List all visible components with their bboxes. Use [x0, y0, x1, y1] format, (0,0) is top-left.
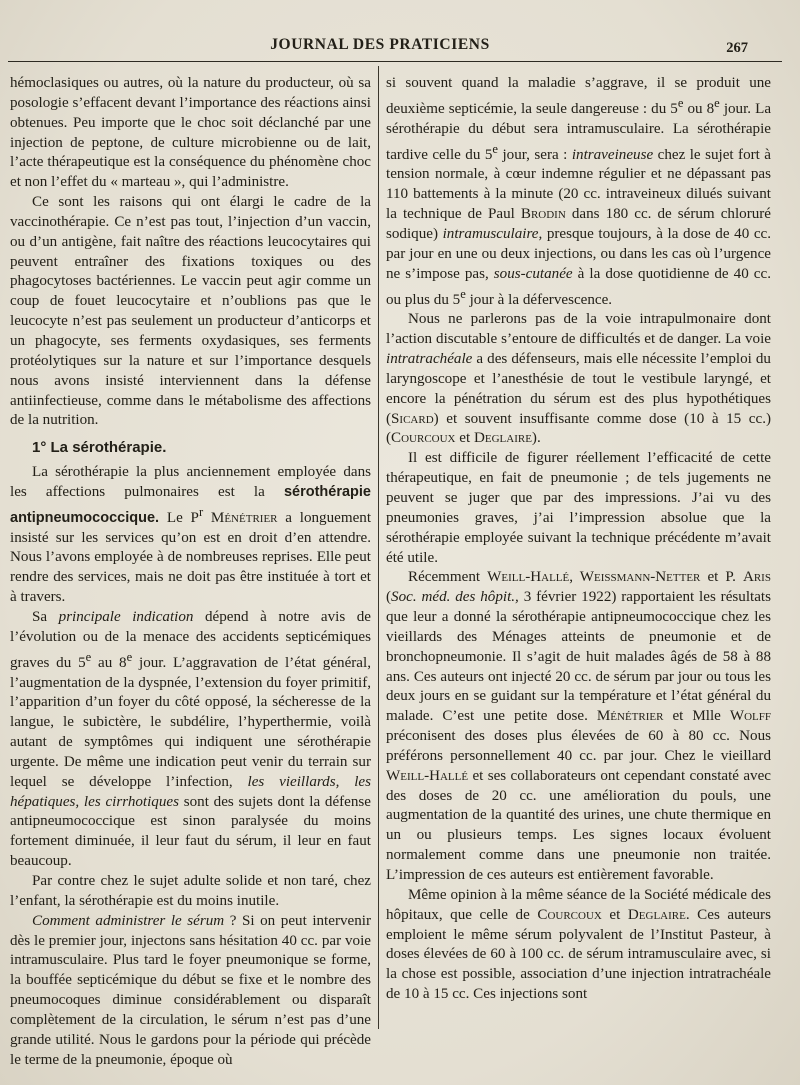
text-run: et P.	[707, 569, 736, 586]
page-number: 267	[726, 40, 748, 56]
italic-term: intratrachéale	[386, 351, 473, 368]
text-run: et	[459, 430, 471, 447]
paragraph	[10, 463, 371, 608]
italic-term: principale indication	[58, 608, 194, 625]
text-run: dépend à notre avis de l’évolution ou de la menace des accidents septicémiques graves du 5	[10, 608, 371, 671]
italic-term: les vieillards, les hépatiques, les cirrhotiques	[10, 773, 371, 810]
bold-term: sérothérapie antipneumococcique.	[10, 483, 371, 526]
left-column	[10, 74, 371, 1070]
text-run: (	[386, 589, 392, 606]
text-run: et Mlle	[672, 708, 721, 725]
text-run: ou 8	[687, 100, 715, 117]
text-run: Sa	[32, 608, 48, 625]
superscript: e	[714, 95, 720, 110]
author-name: Weill-Hallé, Weissmann-Netter	[487, 569, 701, 586]
italic-term: intraveineuse	[571, 146, 654, 163]
author-name: Weill-Hallé	[386, 767, 469, 784]
paragraph: hémoclasiques ou autres, où la nature du producteur, où sa posologie s’effacent devant l’importance des réactions ainsi obtenues. Peu importe que le choc soit déclanché par une injection de peptone, de culture microbienne ou de lait, l’acte thérapeutique est la conséquence du phénomène choc et non l’effet du « marteau », qui l’administre.	[10, 75, 372, 191]
text-run: La sérothérapie la plus anciennement employée dans les affections pulmonaires est la	[10, 464, 371, 500]
paragraph	[10, 912, 371, 1071]
text-run: Ces auteurs emploient le même sérum polyvalent de l’Institut Pasteur, à doses élevées de 60 à 100 cc. de sérum intramusculaire avec, si la chose est possible, association d’une injection intratrachéale de 10 à 15 cc. Ces injections sont	[386, 906, 771, 1003]
paragraph	[386, 886, 771, 1005]
section-number: 1°	[32, 439, 47, 457]
text-run: presque toujours, à la dose de 40 cc. par jour en une ou deux injections, ou dans les cas où l’urgence ne s’impose pas,	[386, 225, 772, 282]
paragraph	[10, 608, 371, 872]
paragraph	[386, 568, 771, 886]
column-divider	[378, 66, 379, 1029]
paragraph	[386, 74, 771, 310]
superscript: e	[460, 286, 466, 301]
section-heading	[32, 438, 371, 458]
running-header	[0, 36, 800, 64]
text-run: ? Si on peut intervenir dès le premier jour, injectons sans hésitation 40 cc. par voie intramusculaire. Plus tard le foyer pneumonique se forme, la bouffée septicémique du début se fixe et le nombre des pneumocoques diminue considérablement ou disparaît complètement de la circulation, le sérum n’est pas d’une grande utilité. Nous le gardons pour la période qui précède le terme de la pneumonie, époque où	[10, 912, 371, 1068]
superscript: e	[126, 649, 133, 664]
text-run: ) et souvent insuffisante comme dose (10 à 15 cc.) (	[386, 410, 771, 447]
text-run: 3 février 1922) rapportaient les résultats que leur a donné la sérothérapie antipneumococcique chez les vieillards des Ménages atteints de pneumonie et de bronchopneumonie. Il s’agit de huit malades âgés de 58 à 88 ans. Ces auteurs ont injecté 20 cc. de sérum par jour ou tous les deux jours en se guidant sur la température et l’état général du malade. C’est une petite dose.	[386, 589, 771, 725]
text-run: au 8	[98, 654, 127, 671]
author-name: Wolff	[729, 708, 771, 725]
paragraph: Il est difficile de figurer réellement l’efficacité de cette thérapeutique, en fait de pneumonie ; de tels jugements ne peuvent se juger que par des impressions. J’ai vu des pneumonies graves, j’ai l’impression absolue que la sérothérapie employée suivant la technique précédente m’avait été utile.	[386, 450, 771, 566]
text-run: et	[609, 906, 621, 923]
paragraph	[386, 310, 771, 449]
paragraph: Par contre chez le sujet adulte solide et non taré, chez l’enfant, la sérothérapie est du moins inutile.	[10, 872, 371, 909]
text-run: jour à la défervescence.	[469, 291, 613, 308]
author-name: Deglaire.	[627, 906, 690, 923]
author-name: Sicard	[391, 410, 434, 427]
text-run: chez le sujet fort à tension normale, à cœur indemne régulier et ne dépassant pas 110 battements à la minute (20 cc. intraveineux dilués suivant la technique de Paul	[386, 146, 771, 223]
text-run: jour, sera :	[502, 146, 568, 163]
text-run: Même opinion à la même séance de la Société médicale des hôpitaux, que celle de	[386, 886, 771, 923]
text-run: si souvent quand la maladie s’aggrave, il se produit une deuxième septicémie, la seule dangereuse : du 5	[386, 75, 771, 117]
italic-citation: Soc. méd. des hôpit.,	[391, 589, 519, 606]
text-run: et ses collaborateurs ont cependant constaté avec des doses de 20 cc. une amélioration du pouls, une augmentation de la quantité des urines, une chute thermique en un ou plusieurs temps. Les signes locaux évoluent normalement comme dans une pneumonie non traitée. L’impression de ces auteurs est entièrement favorable.	[386, 767, 771, 883]
text-run: ).	[531, 430, 541, 447]
text-run: jour. L’aggravation de l’état général, l’augmentation de la dyspnée, l’extension du foyer primitif, l’apparition d’un foyer du côté opposé, la sécheresse de la langue, le subictère, le subdélire, l’hyperthermie, voilà autant de symptômes qui indiquent une sérothérapie urgente. De même une indication peut venir du terrain sur lequel se développe l’infection,	[10, 654, 371, 790]
text-run: Le P	[166, 509, 199, 526]
author-name: Aris	[742, 569, 771, 586]
text-run: sont des sujets dont la défense antipneumococcique est sinon paralysée du moins fortement diminuée, il leur faut du sérum, il leur en faut beaucoup.	[10, 793, 371, 870]
paragraph: Ce sont les raisons qui ont élargi le cadre de la vaccinothérapie. Ce n’est pas tout, l’injection d’un vaccin, ou d’un antigène, fait naître des réactions leucocytaires qui peuvent entraîner des fixations toxiques ou des phagocytoses bactériennes. Le vaccin peut agir comme un coup de fouet leucocytaire et n’oublions pas que le leucocyte n’est pas seulement un producteur d’anticorps et un phagocyte, ses ferments oxydasiques, ses ferments protéolytiques sur la nature et sur l’importance desquels nous avons insisté interviennent dans la défense antiinfectieuse, comme dans le métabolisme des affections de la nutrition.	[10, 194, 371, 429]
superscript: e	[492, 141, 498, 156]
text-run: Récemment	[408, 569, 481, 586]
right-column	[386, 74, 771, 1005]
italic-term: sous-cutanée	[493, 265, 573, 282]
text-run: a longuement insisté sur les services qu’on est en droit d’en attendre. Nous l’avons employée à de nombreuses reprises. Elle peut rendre des services, mais ne doit pas être instituée à tort et à travers.	[10, 509, 372, 606]
text-run: préconisent des doses plus élevées de 60 à 80 cc. Nous préférons personnellement 40 cc. par jour. Chez le vieillard	[386, 728, 771, 764]
superscript: e	[85, 649, 92, 664]
author-name: Brodin	[520, 206, 566, 223]
italic-term: intramusculaire,	[442, 225, 543, 242]
text-run: jour. La sérothérapie du début sera intramusculaire. La sérothérapie tardive celle du 5	[386, 100, 772, 163]
section-title: La sérothérapie.	[50, 439, 167, 457]
author-name: Ménétrier	[596, 708, 664, 725]
header-rule	[8, 61, 782, 62]
text-run: dans 180 cc. de sérum chloruré sodique)	[386, 206, 772, 242]
author-name: Deglaire	[473, 430, 532, 447]
journal-title: JOURNAL DES PRATICIENS	[270, 36, 490, 53]
text-run: à la dose quotidienne de 40 cc. ou plus du 5	[386, 265, 771, 308]
author-name: Courcoux	[537, 906, 602, 923]
italic-term: Comment administrer le sérum	[32, 912, 225, 929]
author-name: Courcoux	[391, 430, 456, 447]
author-name: Ménétrier	[210, 509, 278, 526]
text-run: Nous ne parlerons pas de la voie intrapulmonaire dont l’action discutable s’entoure de difficultés et de danger. La voie	[386, 311, 771, 348]
text-run: a des défenseurs, mais elle nécessite l’emploi du laryngoscope et l’anesthésie de tout le vestibule laryngé, et encore la pénétration du sérum est des plus hypothétiques (	[386, 351, 771, 427]
superscript: e	[677, 95, 684, 110]
superscript: r	[198, 504, 204, 519]
